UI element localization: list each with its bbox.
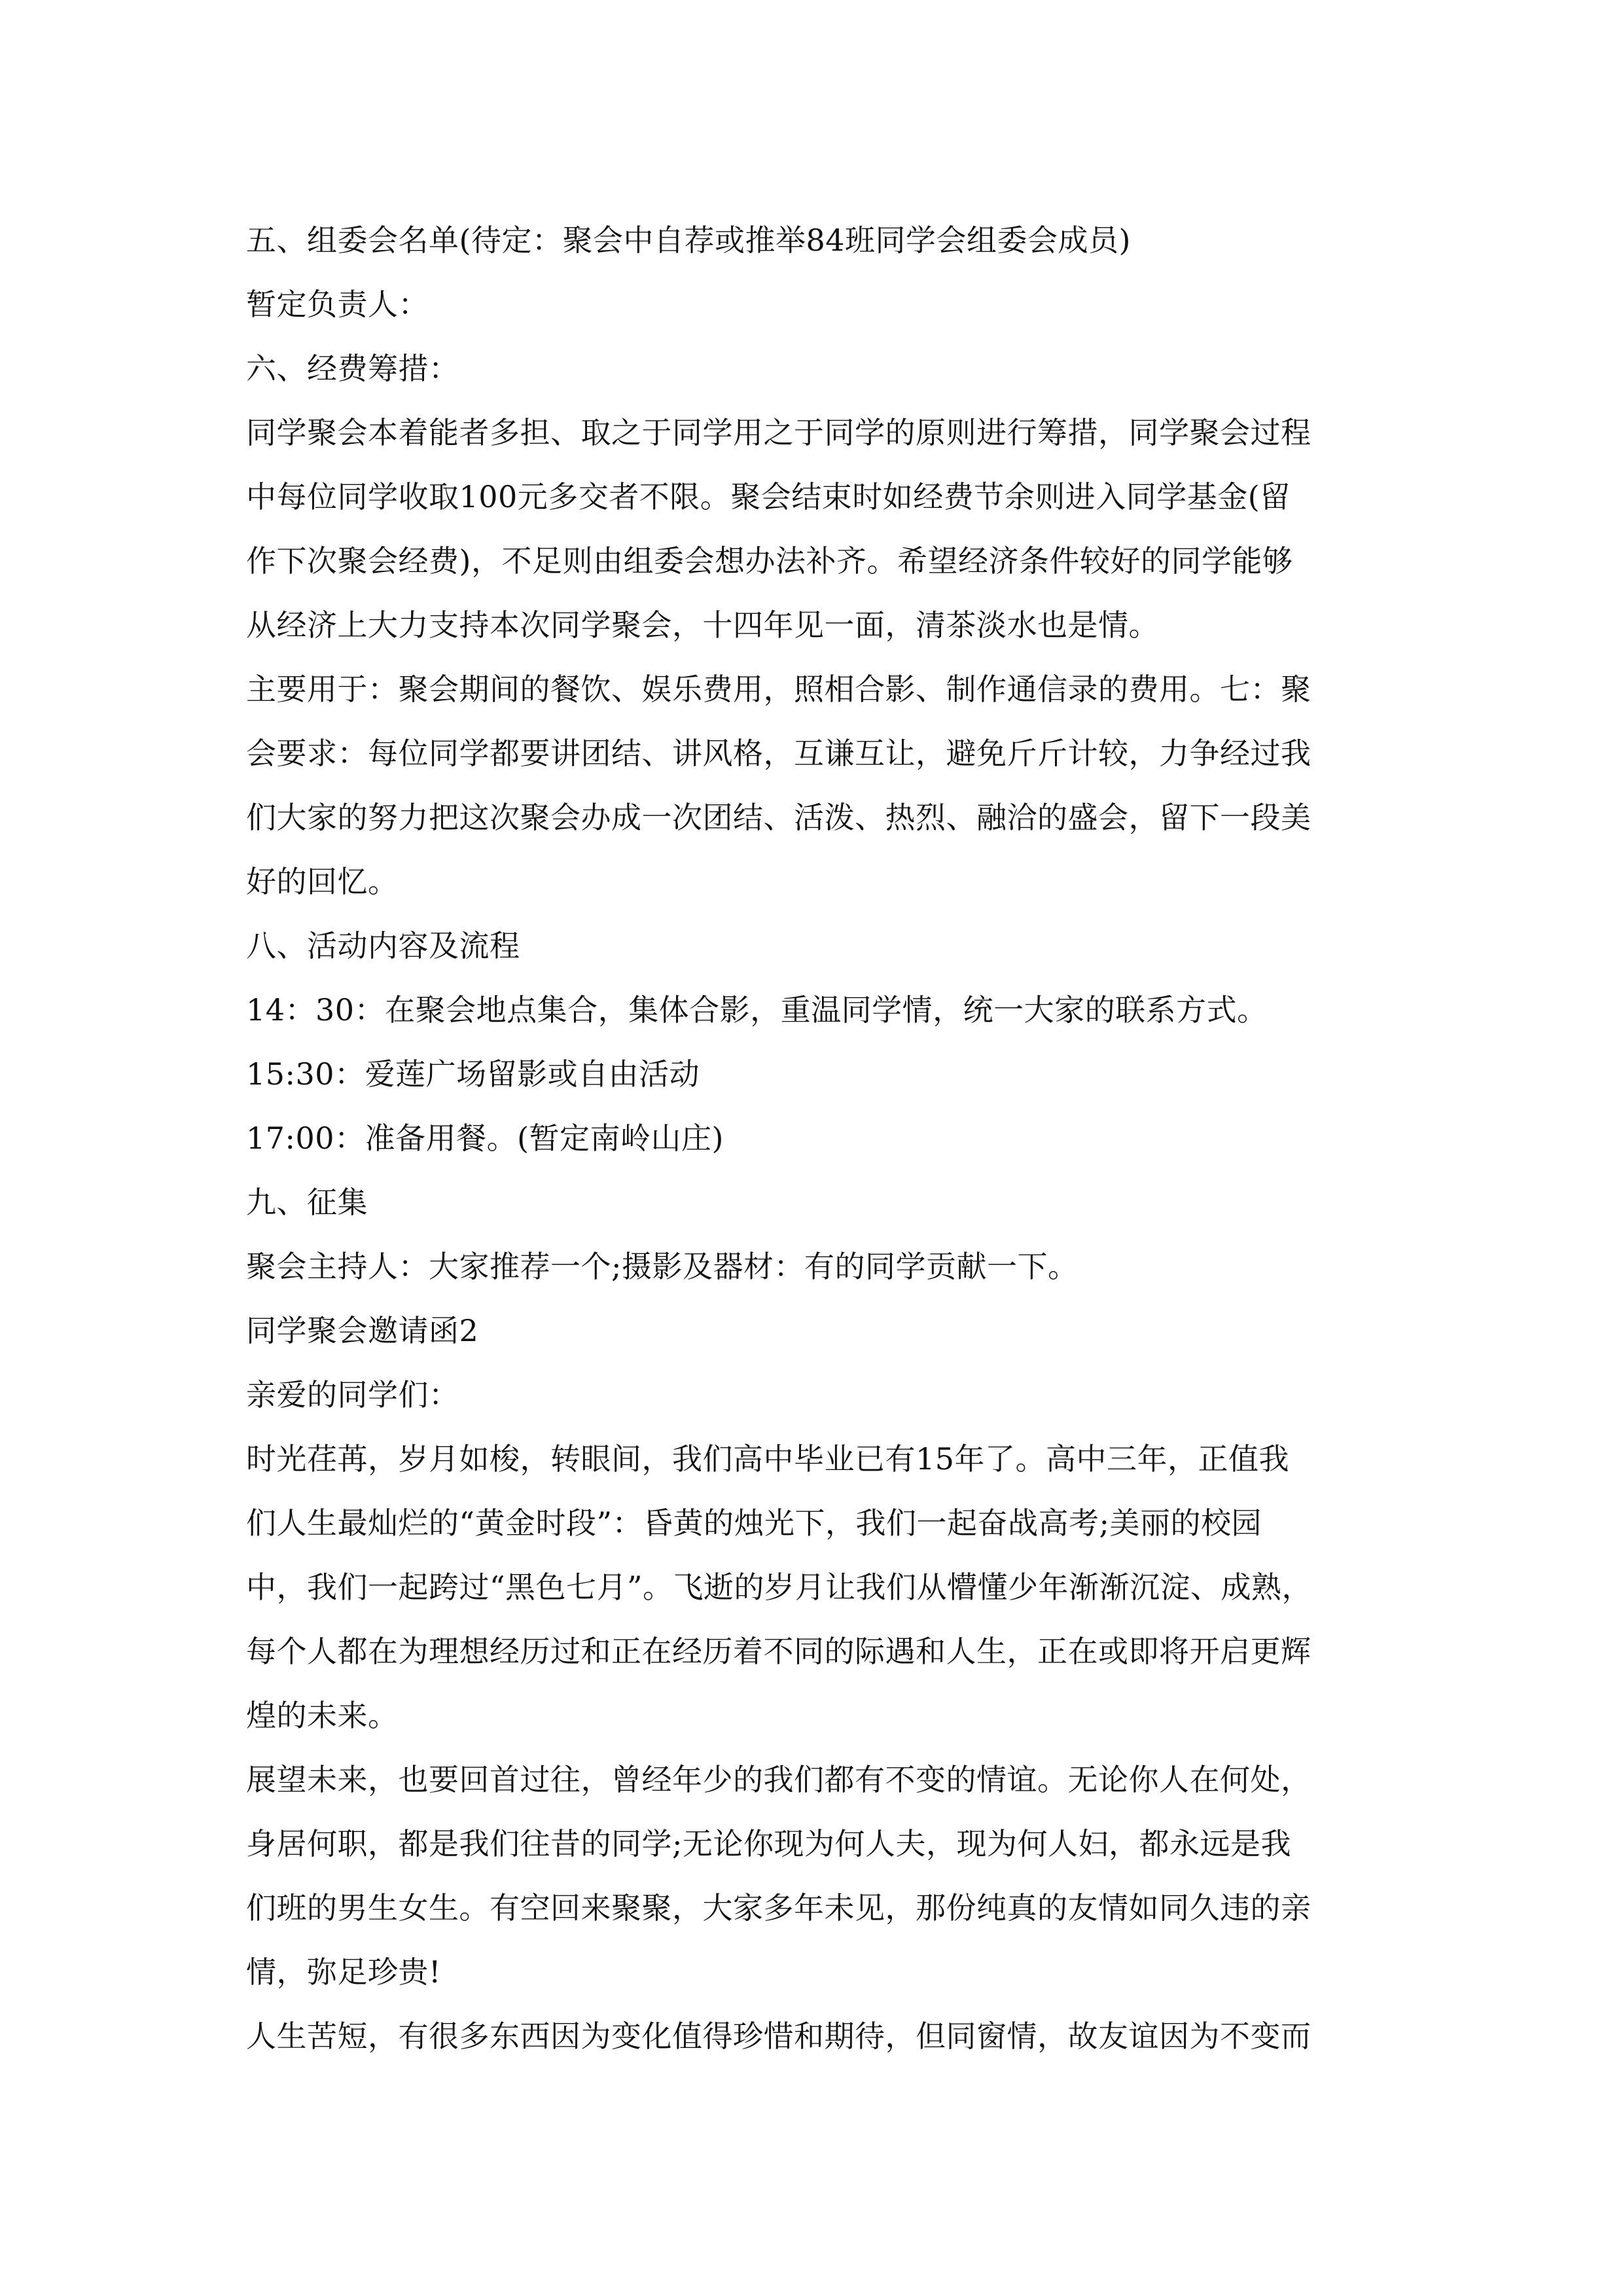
text-line: 们人生最灿烂的“黄金时段”：昏黄的烛光下，我们一起奋战高考;美丽的校园 [246,1505,1262,1541]
text-line: 主要用于：聚会期间的餐饮、娱乐费用，照相合影、制作通信录的费用。七：聚 [246,672,1311,707]
text-line: 时光荏苒，岁月如梭，转眼间，我们高中毕业已有15年了。高中三年，正值我 [246,1441,1290,1477]
text-line: 身居何职，都是我们往昔的同学;无论你现为何人夫，现为何人妇，都永远是我 [246,1826,1291,1861]
text-line: 14：30：在聚会地点集合，集体合影，重温同学情，统一大家的联系方式。 [246,992,1268,1028]
text-line: 暂定负责人： [246,287,429,322]
section-heading: 九、征集 [246,1185,368,1220]
salutation: 亲爱的同学们： [246,1377,459,1412]
text-line: 17:00：准备用餐。(暂定南岭山庄) [246,1121,724,1156]
text-line: 中每位同学收取100元多交者不限。聚会结束时如经费节余则进入同学基金(留 [246,479,1291,514]
section-heading: 八、活动内容及流程 [246,928,520,963]
text-line: 们大家的努力把这次聚会办成一次团结、活泼、热烈、融洽的盛会，留下一段美 [246,800,1311,835]
document-title: 同学聚会邀请函2 [246,1313,479,1348]
text-line: 好的回忆。 [246,864,399,899]
text-line: 每个人都在为理想经历过和正在经历着不同的际遇和人生，正在或即将开启更辉 [246,1634,1311,1669]
text-line: 作下次聚会经费)，不足则由组委会想办法补齐。希望经济条件较好的同学能够 [246,543,1293,579]
text-line: 聚会主持人：大家推荐一个;摄影及器材：有的同学贡献一下。 [246,1249,1079,1284]
text-line: 15:30：爱莲广场留影或自由活动 [246,1056,700,1092]
document-page [246,208,1378,2068]
text-line: 情，弥足珍贵! [246,1954,441,1990]
text-line: 同学聚会本着能者多担、取之于同学用之于同学的原则进行筹措，同学聚会过程 [246,415,1311,450]
text-line: 从经济上大力支持本次同学聚会，十四年见一面，清茶淡水也是情。 [246,607,1159,643]
text-line: 煌的未来。 [246,1698,399,1733]
text-line: 们班的男生女生。有空回来聚聚，大家多年未见，那份纯真的友情如同久违的亲 [246,1890,1311,1926]
text-line: 六、经费筹措： [246,351,459,386]
text-line: 中，我们一起跨过“黑色七月”。飞逝的岁月让我们从懵懂少年渐渐沉淀、成熟， [246,1570,1313,1605]
text-line: 展望未来，也要回首过往，曾经年少的我们都有不变的情谊。无论你人在何处， [246,1762,1311,1797]
text-line: 五、组委会名单(待定：聚会中自荐或推举84班同学会组委会成员) [246,223,1131,258]
text-line: 人生苦短，有很多东西因为变化值得珍惜和期待，但同窗情，故友谊因为不变而 [246,2018,1311,2054]
text-line: 会要求：每位同学都要讲团结、讲风格，互谦互让，避免斤斤计较，力争经过我 [246,736,1311,771]
